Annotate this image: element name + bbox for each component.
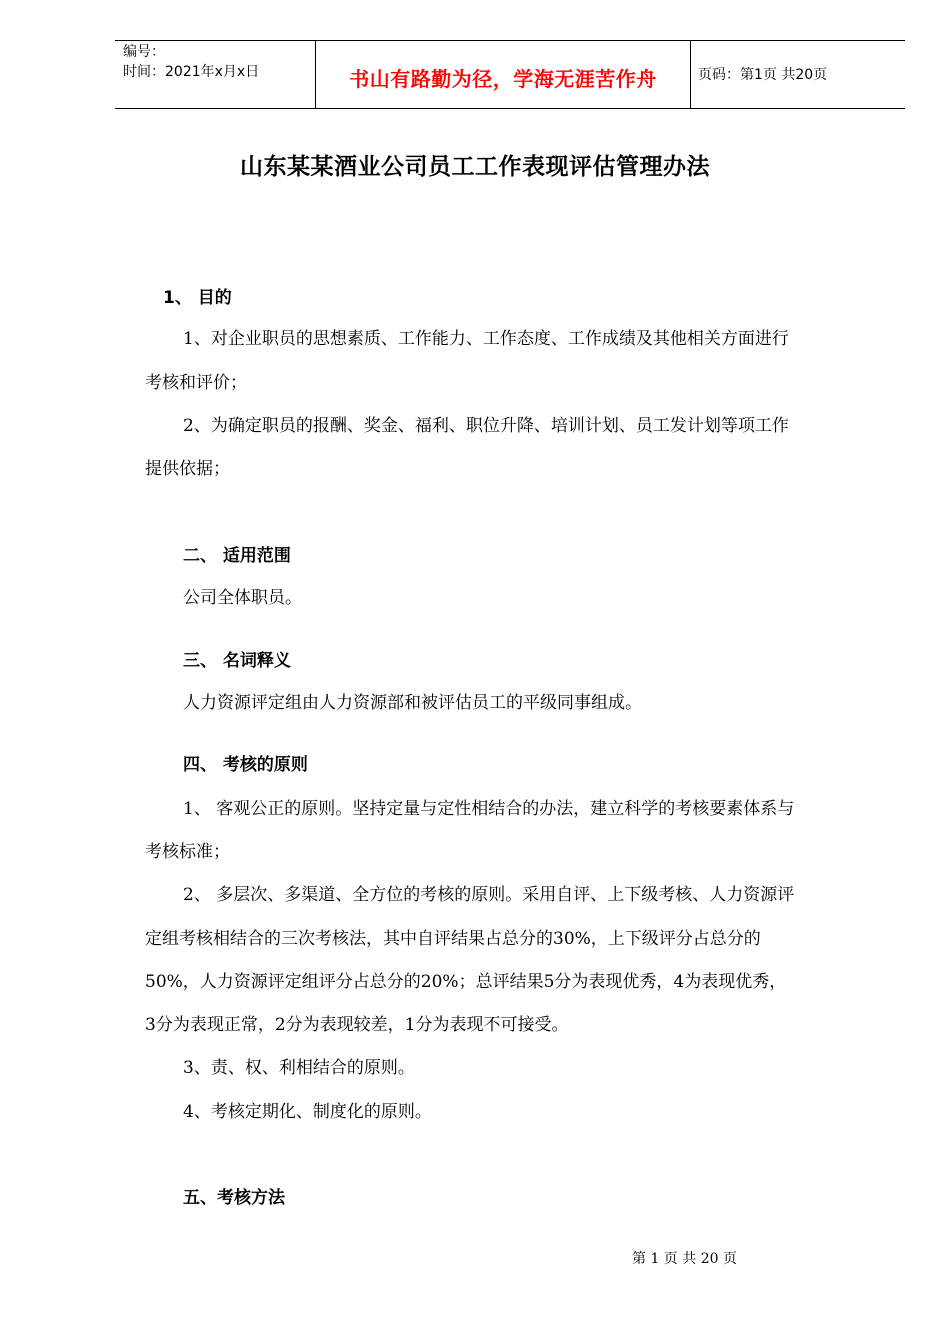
document-title: 山东某某酒业公司员工工作表现评估管理办法 xyxy=(240,153,710,180)
document-header xyxy=(115,40,905,109)
paragraph-line: 1、对企业职员的思想素质、工作能力、工作态度、工作成绩及其他相关方面进行 xyxy=(183,329,789,349)
paragraph-line: 提供依据； xyxy=(145,459,230,479)
header-motto-cell xyxy=(315,41,691,108)
page-footer: 第 1 页 共 20 页 xyxy=(632,1251,737,1267)
paragraph-line: 考核标准； xyxy=(145,842,230,862)
paragraph-line: 1、 客观公正的原则。坚持定量与定性相结合的办法，建立科学的考核要素体系与 xyxy=(183,799,795,819)
paragraph-line: 考核和评价； xyxy=(145,373,247,393)
header-left-cell xyxy=(115,41,315,108)
section-heading-method: 五、考核方法 xyxy=(183,1188,285,1208)
paragraph-line: 2、 多层次、多渠道、全方位的考核的原则。采用自评、上下级考核、人力资源评 xyxy=(183,885,795,905)
header-right-cell xyxy=(690,41,905,108)
paragraph-line: 3分为表现正常，2分为表现较差，1分为表现不可接受。 xyxy=(145,1015,569,1035)
motto: 书山有路勤为径，学海无涯苦作舟 xyxy=(349,67,657,91)
section-heading-principles: 四、 考核的原则 xyxy=(183,755,308,775)
section-heading-scope: 二、 适用范围 xyxy=(183,546,291,566)
paragraph-line: 3、责、权、利相结合的原则。 xyxy=(183,1058,415,1078)
paragraph-line: 2、为确定职员的报酬、奖金、福利、职位升降、培训计划、员工发计划等项工作 xyxy=(183,416,789,436)
section-heading-purpose: 1、 目的 xyxy=(163,288,232,308)
section-heading-definitions: 三、 名词释义 xyxy=(183,651,291,671)
time-label: 时间：2021年x月x日 xyxy=(123,64,260,80)
serial-label: 编号： xyxy=(123,44,165,60)
paragraph-line: 50%，人力资源评定组评分占总分的20%；总评结果5分为表现优秀，4为表现优秀， xyxy=(145,972,787,992)
paragraph-line: 人力资源评定组由人力资源部和被评估员工的平级同事组成。 xyxy=(183,693,642,713)
paragraph-line: 公司全体职员。 xyxy=(183,588,302,608)
page-info: 页码：第1页 共20页 xyxy=(698,67,828,83)
paragraph-line: 定组考核相结合的三次考核法，其中自评结果占总分的30%，上下级评分占总分的 xyxy=(145,929,761,949)
paragraph-line: 4、考核定期化、制度化的原则。 xyxy=(183,1102,432,1122)
